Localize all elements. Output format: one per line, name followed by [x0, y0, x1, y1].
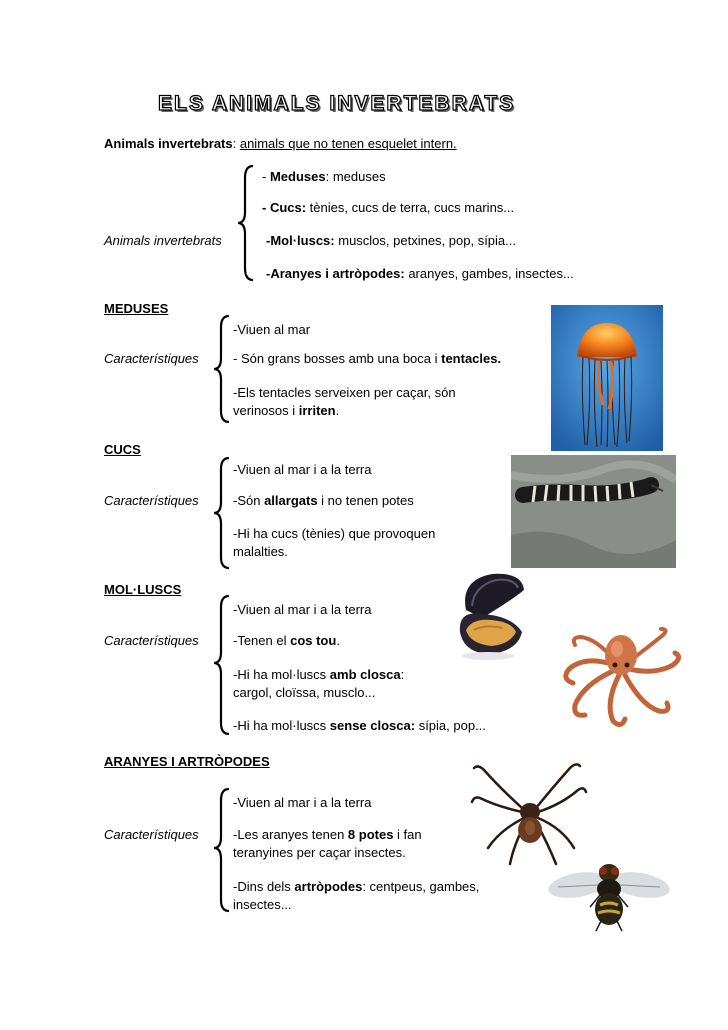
section-label: Característiques	[104, 351, 199, 366]
page-title: ELS ANIMALS INVERTEBRATS	[158, 92, 516, 115]
cucs-line-1: -Viuen al mar i a la terra	[233, 462, 372, 477]
octopus-image	[555, 625, 687, 730]
section-heading-molluscs: MOL·LUSCS	[104, 582, 182, 597]
molluscs-line-3	[233, 666, 404, 683]
intro-term: Animals invertebrats	[104, 136, 233, 151]
text-part: verinosos i	[233, 403, 299, 418]
class-item-name: -Aranyes i artròpodes:	[266, 266, 405, 281]
aranyes-line-2	[233, 826, 422, 843]
mussel-image	[452, 570, 530, 670]
text-part: .	[335, 403, 340, 418]
worm-image	[511, 455, 676, 568]
text-bold: 8 potes	[347, 827, 394, 842]
section-heading-aranyes: ARANYES I ARTRÒPODES	[104, 754, 270, 769]
meduses-line-2	[233, 350, 501, 367]
classification-brace	[236, 164, 256, 282]
intro-definition: animals que no tenen esquelet intern.	[239, 136, 457, 151]
cucs-line-3: -Hi ha cucs (tènies) que provoquen	[233, 526, 436, 541]
class-item-name: Meduses	[269, 169, 326, 184]
class-item-desc: tènies, cucs de terra, cucs marins...	[306, 200, 515, 215]
text-part: : centpeus, gambes,	[362, 879, 480, 894]
text-part: .	[336, 633, 340, 648]
molluscs-brace	[212, 594, 232, 736]
class-item-molluscs	[266, 232, 516, 249]
text-bold: irriten	[298, 403, 336, 418]
section-heading-meduses: MEDUSES	[104, 301, 169, 316]
section-label: Característiques	[104, 493, 199, 508]
text-bold: allargats	[264, 493, 318, 508]
section-label: Característiques	[104, 633, 199, 648]
text-part: - Són grans bosses amb una boca i	[233, 351, 442, 366]
aranyes-line-1: -Viuen al mar i a la terra	[233, 795, 372, 810]
fly-image	[548, 855, 670, 933]
section-label: Característiques	[104, 827, 199, 842]
intro-line	[104, 135, 457, 152]
aranyes-line-5: insectes...	[233, 897, 292, 912]
intro-sep: :	[232, 136, 240, 151]
class-item-cucs	[262, 199, 514, 216]
text-bold: artròpodes	[294, 879, 363, 894]
aranyes-brace	[212, 787, 232, 913]
jellyfish-image	[551, 305, 663, 451]
text-part: -Dins dels	[233, 879, 295, 894]
text-part: sípia, pop...	[415, 718, 486, 733]
class-item-aranyes	[266, 265, 574, 282]
meduses-line-1: -Viuen al mar	[233, 322, 311, 337]
molluscs-line-1: -Viuen al mar i a la terra	[233, 602, 372, 617]
section-heading-cucs: CUCS	[104, 442, 141, 457]
molluscs-line-2	[233, 632, 340, 649]
text-part: -Hi ha mol·luscs	[233, 718, 330, 733]
meduses-brace	[212, 314, 232, 424]
text-part: -Són	[233, 493, 265, 508]
molluscs-line-5	[233, 717, 486, 734]
text-part: i fan	[393, 827, 422, 842]
cucs-line-2	[233, 492, 414, 509]
text-part: -Les aranyes tenen	[233, 827, 348, 842]
aranyes-line-3: teranyines per caçar insectes.	[233, 845, 406, 860]
cucs-line-4: malalties.	[233, 544, 288, 559]
text-part: -Tenen el	[233, 633, 291, 648]
class-item-prefix: -	[262, 169, 270, 184]
meduses-line-4	[233, 402, 339, 419]
text-bold: cos tou	[290, 633, 337, 648]
spider-image	[470, 760, 588, 870]
class-item-desc: musclos, petxines, pop, sípia...	[334, 233, 516, 248]
meduses-line-3: -Els tentacles serveixen per caçar, són	[233, 385, 456, 400]
text-bold: sense closca:	[329, 718, 416, 733]
class-item-desc: : meduses	[325, 169, 386, 184]
text-bold: amb closca	[329, 667, 401, 682]
class-item-name: - Cucs:	[262, 200, 307, 215]
text-part: i no tenen potes	[317, 493, 414, 508]
class-item-desc: aranyes, gambes, insectes...	[404, 266, 574, 281]
classification-label: Animals invertebrats	[104, 233, 222, 248]
aranyes-line-4	[233, 878, 479, 895]
text-part: -Hi ha mol·luscs	[233, 667, 330, 682]
molluscs-line-4: cargol, cloïssa, musclo...	[233, 685, 376, 700]
class-item-meduses	[262, 168, 386, 185]
class-item-name: -Mol·luscs:	[266, 233, 335, 248]
text-bold: tentacles.	[441, 351, 502, 366]
text-part: :	[400, 667, 405, 682]
cucs-brace	[212, 456, 232, 570]
